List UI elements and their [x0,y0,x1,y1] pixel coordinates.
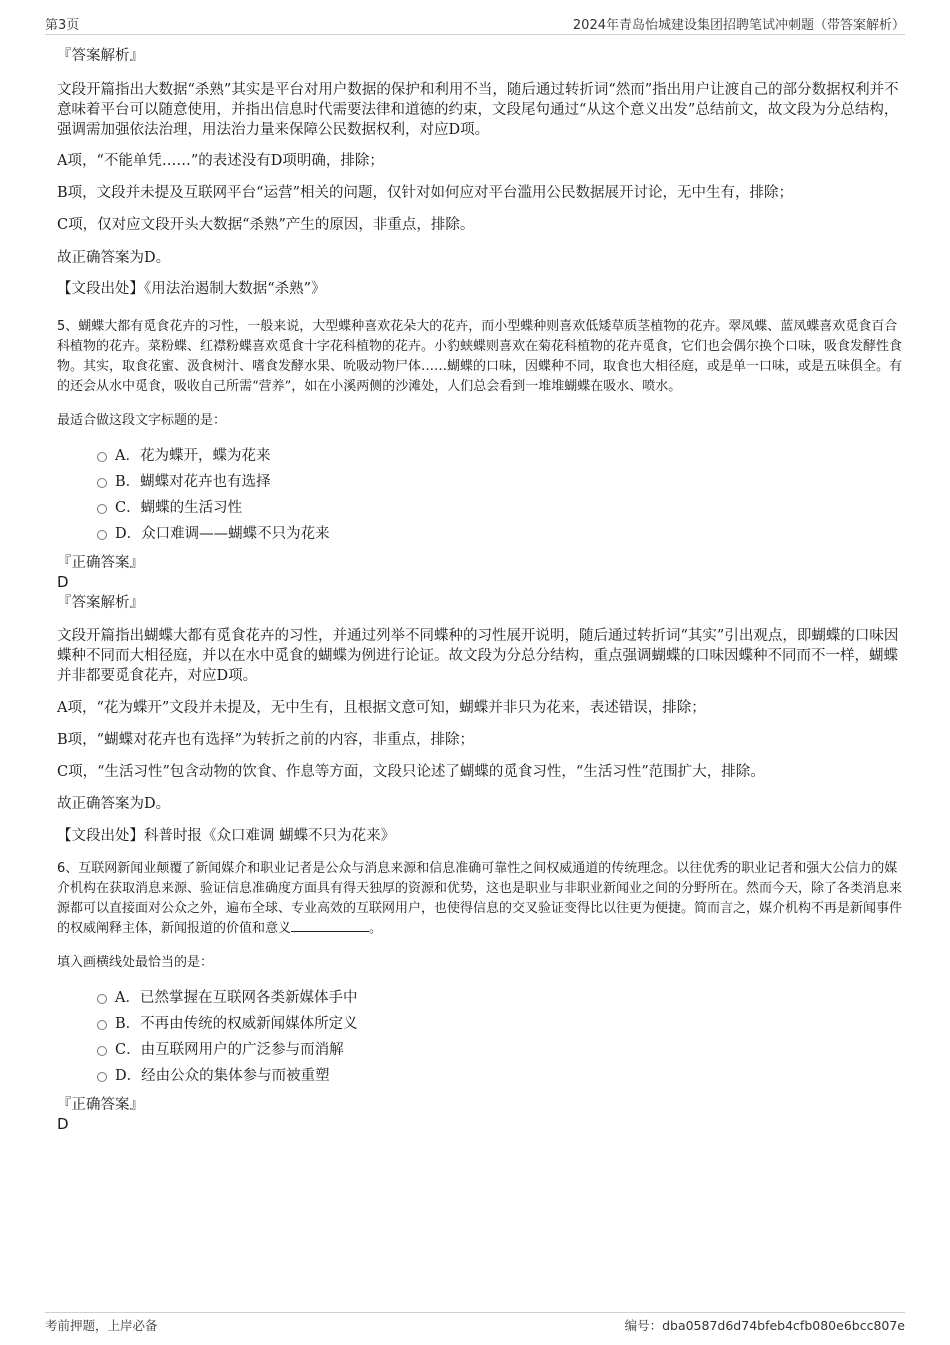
q6-prompt: 填入画横线处最恰当的是： [57,955,214,970]
q6-stem-end: 。 [369,921,383,936]
radio-icon[interactable] [97,994,107,1004]
q6-stem [57,859,907,939]
q5-stem-text: 蝴蝶大都有觅食花卉的习性，一般来说，大型蝶种喜欢花朵大的花卉，而小型蝶种则喜欢低矮草质茎植物的花卉。翠凤蝶、蓝凤蝶喜欢觅食百合科植物的花卉。菜粉蝶、红襟粉蝶喜欢觅食十字花科植物的花卉。小豹蛱蝶则喜欢在菊花科植物的花卉觅食，它们也会偶尔换个口味，吸食发酵性食物。其实，取食花蜜、汲食树汁、嗜食发酵水果、吮吸动物尸体……蝴蝶的口味，因蝶种不同，取食也大相径庭，或是单一口味，或是五味俱全。有的还会从水中觅食，吸收自己所需“营养”，如在小溪两侧的沙滩处，人们总会看到一堆堆蝴蝶在吸水、喷水。 [57,319,903,394]
q6-option-a[interactable] [57,985,907,1011]
q5-conclusion: 故正确答案为D。 [57,796,171,812]
radio-icon[interactable] [97,504,107,514]
q4-conclusion: 故正确答案为D。 [57,250,171,266]
q5-option-c-label: C．蝴蝶的生活习性 [115,500,243,516]
page-number: 第3页 [45,18,80,33]
q4-analysis: 文段开篇指出大数据“杀熟”其实是平台对用户数据的保护和利用不当，随后通过转折词“然而”指出用户让渡自己的部分数据权利并不意味着平台可以随意使用，并指出信息时代需要法律和道德的约束，文段尾句通过“从这个意义出发”总结前文，故文段为分总结构，强调需加强依法治理，用法治力量来保障公民数据权利，对应D项。 [57,82,899,138]
q5-option-d[interactable] [57,521,907,547]
q6-option-b[interactable] [57,1011,907,1037]
q5-answer: D [57,573,69,591]
page-header [45,12,905,35]
radio-icon[interactable] [97,1072,107,1082]
q4-analysis-label: 『答案解析』 [57,48,144,64]
q6-option-a-label: A．已然掌握在互联网各类新媒体手中 [115,990,358,1006]
radio-icon[interactable] [97,1046,107,1056]
q5-analysis-label: 『答案解析』 [57,595,144,611]
q6-option-d[interactable] [57,1063,907,1089]
q5-stem [57,317,907,397]
q5-option-c-analysis: C项，“生活习性”包含动物的饮食、作息等方面，文段只论述了蝴蝶的觅食习性，“生活习性”范围扩大，排除。 [57,764,765,780]
q5-option-a[interactable] [57,443,907,469]
q5-answer-label: 『正确答案』 [57,555,144,571]
footer-slogan: 考前押题，上岸必备 [45,1318,158,1333]
q6-stem-text: 互联网新闻业颠覆了新闻媒介和职业记者是公众与消息来源和信息准确可靠性之间权威通道的传统理念。以往优秀的职业记者和强大公信力的媒介机构在获取消息来源、验证信息准确度方面具有得天独厚的资源和优势，这也是职业与非职业新闻业之间的分野所在。然而今天，除了各类消息来源都可以直接面对公众之外，遍布全球、专业高效的互联网用户，也使得信息的交叉验证变得比以往更为便捷。简而言之，媒介机构不再是新闻事件的权威阐释主体，新闻报道的价值和意义 [57,861,903,936]
q4-option-c-analysis: C项，仅对应文段开头大数据“杀熟”产生的原因，非重点，排除。 [57,217,475,233]
q5-prompt: 最适合做这段文字标题的是： [57,413,227,428]
q5-source: 【文段出处】科普时报《众口难调 蝴蝶不只为花来》 [57,828,396,844]
document-title: 2024年青岛怡城建设集团招聘笔试冲刺题（带答案解析） [572,18,905,33]
q6-option-c-label: C．由互联网用户的广泛参与而消解 [115,1042,344,1058]
q6-option-d-label: D．经由公众的集体参与而被重塑 [115,1068,330,1084]
q6-number: 6、 [57,861,79,876]
q6-answer: D [57,1115,69,1133]
radio-icon[interactable] [97,452,107,462]
q4-source: 【文段出处】《用法治遏制大数据“杀熟”》 [57,281,326,297]
page-footer [45,1312,905,1337]
q5-option-a-analysis: A项，“花为蝶开”文段并未提及，无中生有，且根据文意可知，蝴蝶并非只为花来，表述错误，排除； [57,700,706,716]
q5-options [57,443,907,547]
q4-option-b-analysis: B项，文段并未提及互联网平台“运营”相关的问题，仅针对如何应对平台滥用公民数据展开讨论，无中生有，排除； [57,185,793,201]
q6-answer-label: 『正确答案』 [57,1097,144,1113]
document-id: 编号：dba0587d6d74bfeb4cfb080e6bcc807e [624,1318,905,1333]
fill-in-blank [291,919,369,932]
page-content [57,44,907,1133]
q6-options [57,985,907,1089]
q5-option-b-analysis: B项，“蝴蝶对花卉也有选择”为转折之前的内容，非重点，排除； [57,732,474,748]
radio-icon[interactable] [97,1020,107,1030]
q5-number: 5、 [57,319,79,334]
q5-option-b[interactable] [57,469,907,495]
q5-option-a-label: A．花为蝶开，蝶为花来 [115,448,271,464]
radio-icon[interactable] [97,530,107,540]
q5-option-d-label: D．众口难调——蝴蝶不只为花来 [115,526,330,542]
q5-option-c[interactable] [57,495,907,521]
q5-analysis: 文段开篇指出蝴蝶大都有觅食花卉的习性，并通过列举不同蝶种的习性展开说明，随后通过转折词“其实”引出观点，即蝴蝶的口味因蝶种不同而大相径庭，并以在水中觅食的蝴蝶为例进行论证。故文段为分总分结构，重点强调蝴蝶的口味因蝶种不同而不一样，蝴蝶并非都要觅食花卉，对应D项。 [57,628,899,684]
q6-option-b-label: B．不再由传统的权威新闻媒体所定义 [115,1016,358,1032]
q4-option-a-analysis: A项，“不能单凭……”的表述没有D项明确，排除； [57,153,384,169]
q6-option-c[interactable] [57,1037,907,1063]
radio-icon[interactable] [97,478,107,488]
q5-option-b-label: B．蝴蝶对花卉也有选择 [115,474,271,490]
